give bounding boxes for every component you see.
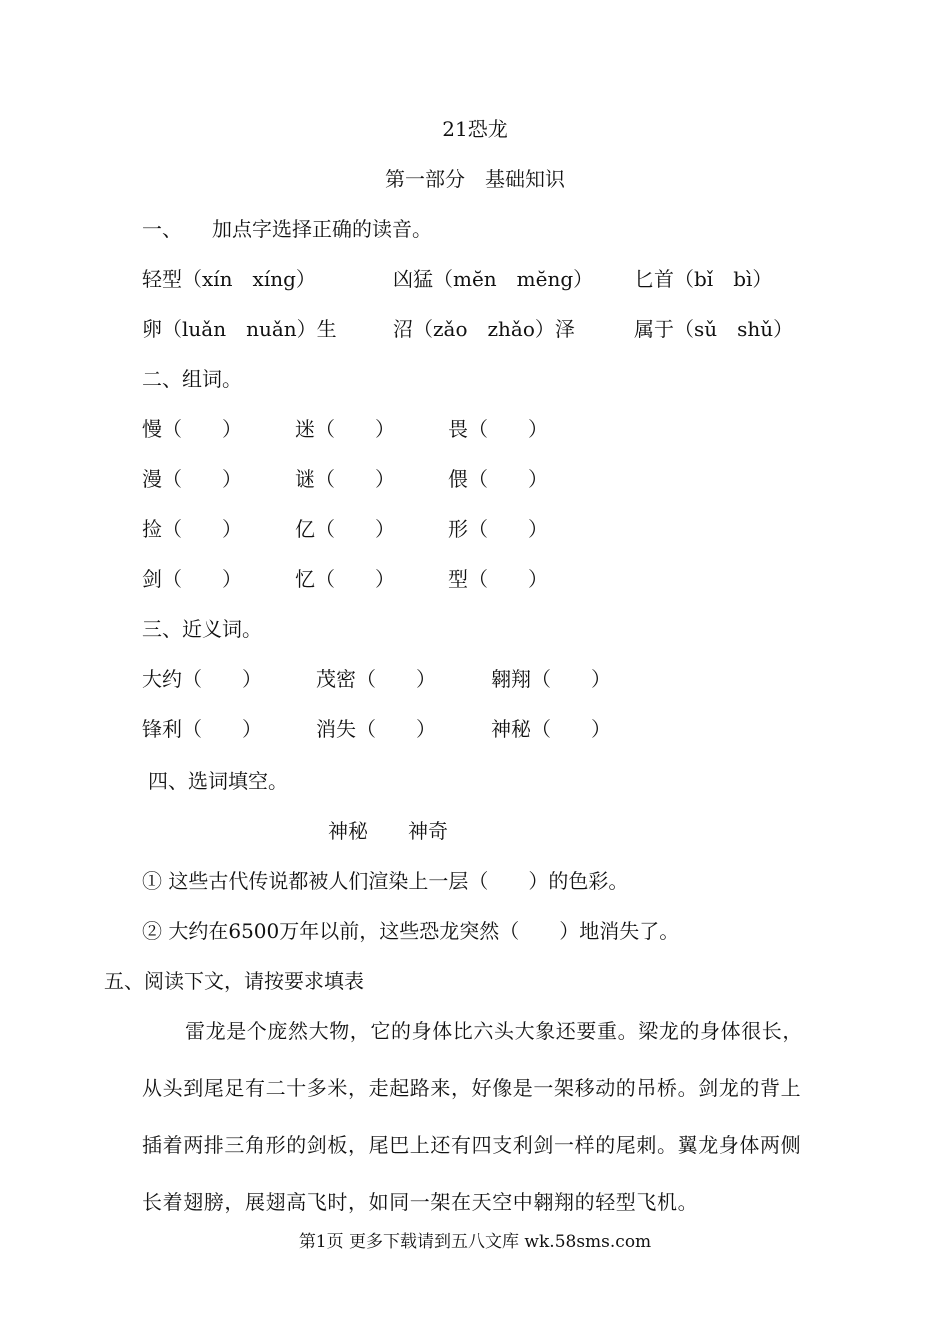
pinyin-item: 卵（luǎn nuǎn）生 [142, 317, 337, 341]
paragraph-line: 插着两排三角形的剑板，尾巴上还有四支利剑一样的尾刺。翼龙身体两侧 [142, 1133, 802, 1157]
paragraph-line: 雷龙是个庞然大物，它的身体比六头大象还要重。梁龙的身体很长， [185, 1019, 803, 1043]
part-title: 第一部分 基础知识 [385, 167, 565, 191]
word-item: 亿（ ） [295, 517, 395, 541]
word-item: 谜（ ） [295, 467, 395, 491]
synonym-item: 锋利（ ） [142, 717, 262, 741]
pinyin-item: 属于（sǔ shǔ） [634, 317, 794, 341]
word-choices: 神秘 神奇 [328, 819, 448, 843]
word-item: 忆（ ） [295, 567, 395, 591]
page-footer: 第1页 更多下载请到五八文库 wk.58sms.com [298, 1232, 652, 1252]
synonym-item: 大约（ ） [142, 667, 262, 691]
pinyin-item: 轻型（xín xíng） [142, 267, 316, 291]
word-item: 剑（ ） [142, 567, 242, 591]
word-item: 偎（ ） [448, 467, 548, 491]
pinyin-item: 匕首（bǐ bì） [634, 267, 773, 291]
section2-heading: 二、组词。 [142, 367, 242, 391]
fill-item: ② 大约在6500万年以前，这些恐龙突然（ ）地消失了。 [142, 919, 680, 943]
word-item: 捡（ ） [142, 517, 242, 541]
word-item: 慢（ ） [142, 417, 242, 441]
word-item: 漫（ ） [142, 467, 242, 491]
document-title: 21恐龙 [442, 117, 508, 141]
section5-heading: 五、阅读下文，请按要求填表 [104, 969, 364, 993]
word-item: 迷（ ） [295, 417, 395, 441]
section1-heading: 一、 加点字选择正确的读音。 [142, 217, 432, 241]
paragraph-line: 长着翅膀，展翅高飞时，如同一架在天空中翱翔的轻型飞机。 [142, 1190, 699, 1214]
synonym-item: 翱翔（ ） [491, 667, 611, 691]
word-item: 型（ ） [448, 567, 548, 591]
pinyin-item: 凶猛（mĕn mĕng） [393, 267, 594, 291]
synonym-item: 神秘（ ） [491, 717, 611, 741]
word-item: 畏（ ） [448, 417, 548, 441]
synonym-item: 茂密（ ） [316, 667, 436, 691]
word-item: 形（ ） [448, 517, 548, 541]
pinyin-item: 沼（zǎo zhǎo）泽 [393, 317, 575, 341]
section3-heading: 三、近义词。 [142, 617, 262, 641]
synonym-item: 消失（ ） [316, 717, 436, 741]
fill-item: ① 这些古代传说都被人们渲染上一层（ ）的色彩。 [142, 869, 629, 893]
section4-heading: 四、选词填空。 [148, 769, 288, 793]
paragraph-line: 从头到尾足有二十多米，走起路来，好像是一架移动的吊桥。剑龙的背上 [142, 1076, 802, 1100]
